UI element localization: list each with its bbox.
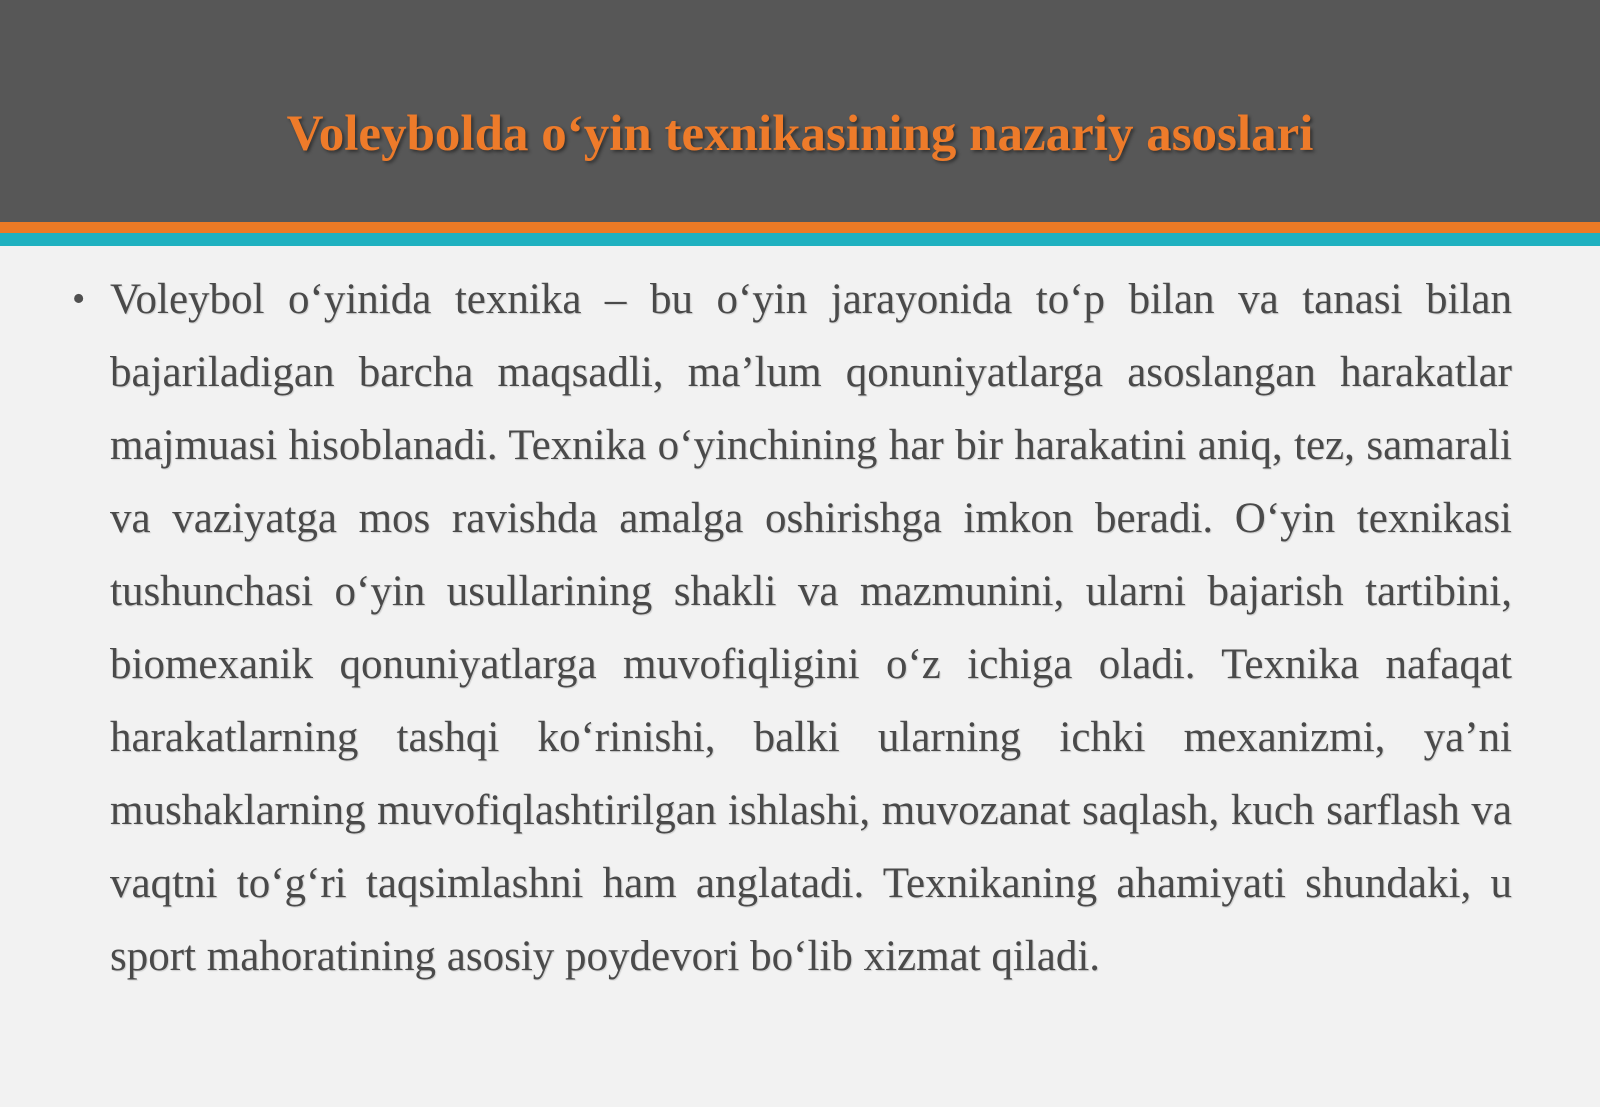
orange-divider-stripe xyxy=(0,222,1600,233)
bullet-item xyxy=(70,263,1512,993)
bullet-marker: • xyxy=(72,278,86,320)
bullet-text: Voleybol o‘yinida texnika – bu o‘yin jarayonida to‘p bilan va tanasi bilan bajariladigan barcha maqsadli, ma’lum qonuniyatlarga asoslangan harakatlar majmuasi hisoblanadi. Texnika o‘yinchining har bir harakatini aniq, tez, samarali va vaziyatga mos ravishda amalga oshirishga imkon beradi. O‘yin texnikasi tushunchasi o‘yin usullarining shakli va mazmunini, ularni bajarish tartibini, biomexanik qonuniyatlarga muvofiqligini o‘z ichiga oladi. Texnika nafaqat harakatlarning tashqi ko‘rinishi, balki ularning ichki mexanizmi, ya’ni mushaklarning muvofiqlashtirilgan ishlashi, muvozanat saqlash, kuch sarflash va vaqtni to‘g‘ri taqsimlashni ham anglatadi. Texnikaning ahamiyati shundaki, u sport mahoratining asosiy poydevori bo‘lib xizmat qiladi. xyxy=(110,276,1512,980)
title-bar xyxy=(0,0,1600,222)
slide-title: Voleybolda o‘yin texnikasining nazariy asoslari xyxy=(286,106,1314,162)
teal-divider-stripe xyxy=(0,233,1600,246)
slide-body xyxy=(70,263,1512,993)
